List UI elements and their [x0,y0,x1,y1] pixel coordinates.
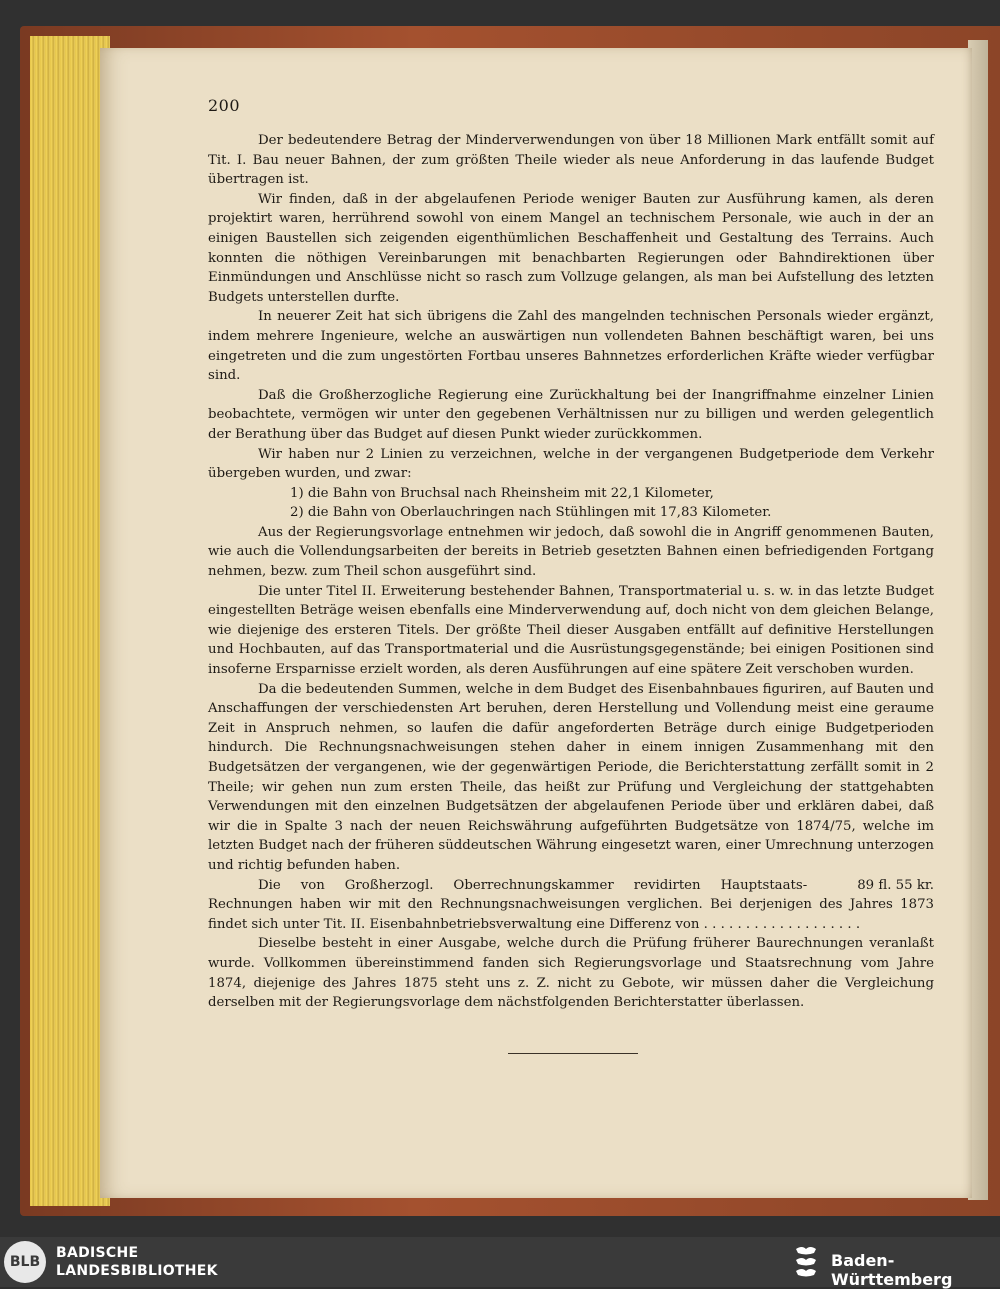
paragraph: Der bedeutendere Betrag der Minderverwendungen von über 18 Millionen Mark entfällt somit auf Tit. I. Bau neuer Bahnen, der zum größten Theile wieder als neue Anforderung in das laufende Budget übertragen ist. [208,133,934,188]
paragraph: Da die bedeutenden Summen, welche in dem Budget des Eisenbahnbaues figuriren, auf Bauten und Anschaffungen der verschiedensten Art beruhen, deren Herstellung und Vollendung meist eine geraume Zeit in Anspruch nehmen, so laufen die dafür angeforderten Beträge durch einige Budgetperioden hindurch. Die Rechnungsnachweisungen stehen daher in einem innigen Zusammenhang mit den Budgetsätzen der vergangenen, wie der gegenwärtigen Periode, die Berichterstattung zerfällt somit in 2 Theile; wir gehen nun zum ersten Theile, das heißt zur Prüfung und Vergleichung der stattgehabten Verwendungen mit den einzelnen Budgetsätzen der abgelaufenen Periode über und erklären dabei, daß wir die in Spalte 3 nach der neuen Reichswährung aufgeführten Budgetsätze von 1874/75, welche im letzten Budget nach der früheren süddeutschen Währung eingesetzt waren, einer Umrechnung unterzogen und richtig befunden haben. [208,681,934,873]
gilded-page-edges [30,36,110,1206]
page-text [208,131,934,1013]
paragraph: Die unter Titel II. Erweiterung bestehender Bahnen, Transportmaterial u. s. w. in das letzte Budget eingestellten Beträge weisen ebenfalls eine Minderverwendung auf, doch nicht von dem gleichen Belange, wie diejenige des ersteren Titels. Der größte Theil dieser Ausgaben entfällt auf definitive Herstellungen und Hochbauten, auf das Transportmaterial und die Ausrüstungsgegenstände; bei einigen Positionen sind insoferne Ersparnisse erzielt worden, als deren Ausführungen auf eine spätere Zeit verschoben wurden. [208,583,934,678]
difference-amount: 89 fl. 55 kr. [857,877,934,893]
closing-rule [508,1053,638,1054]
paragraph-text: Die von Großherzogl. Oberrechnungskammer revidirten Hauptstaats-Rechnungen haben wir mit den Rechnungsnachweisungen verglichen. Bei derjenigen des Jahres 1873 findet sich unter Tit. II. Eisenbahnbetriebsverwaltung eine Differenz von . . . . . . . . . . . . . . . . . . . [208,877,934,932]
state-name[interactable]: Baden-Württemberg [831,1251,953,1289]
library-name-line1: BADISCHE [56,1245,139,1261]
paragraph: In neuerer Zeit hat sich übrigens die Zahl des mangelnden technischen Personals wieder ergänzt, indem mehrere Ingenieure, welche an auswärtigen nun vollendeten Bahnen beschäftigt waren, bei uns eingetreten und die zum ungestörten Fortbau unseres Bahnnetzes erforderlichen Kräfte wieder verfügbar sind. [208,309,934,384]
footer-bar [0,1237,1000,1287]
paragraph: Dieselbe besteht in einer Ausgabe, welche durch die Prüfung früherer Baurechnungen veranlaßt wurde. Vollkommen übereinstimmend fanden sich Regierungsvorlage und Staatsrechnung vom Jahre 1874, diejenige des Jahres 1875 steht uns z. Z. nicht zu Gebote, wir müssen daher die Vergleichung derselben mit der Regierungsvorlage dem nächstfolgenden Berichterstatter überlassen. [208,936,934,1011]
blb-logo-icon[interactable]: BLB [4,1241,46,1283]
paragraph: Daß die Großherzogliche Regierung eine Zurückhaltung bei der Inangriffnahme einzelner Linien beobachtete, vermögen wir unter den gegebenen Verhältnissen nur zu billigen und werden gelegentlich der Berathung über das Budget auf diesen Punkt wieder zurückkommen. [208,387,934,442]
page-number: 200 [208,96,241,115]
list-item: 1) die Bahn von Bruchsal nach Rheinsheim mit 22,1 Kilometer, [290,485,714,501]
paragraph-with-amount [208,876,934,935]
paragraph: Wir haben nur 2 Linien zu verzeichnen, welche in der vergangenen Budgetperiode dem Verkehr übergeben wurden, und zwar: [208,446,934,482]
library-name-line2: LANDESBIBLIOTHEK [56,1263,218,1279]
baden-wuerttemberg-lions-icon [790,1243,822,1281]
list-item: 2) die Bahn von Oberlauchringen nach Stühlingen mit 17,83 Kilometer. [290,505,772,521]
library-name[interactable] [56,1244,218,1280]
paragraph: Aus der Regierungsvorlage entnehmen wir jedoch, daß sowohl die in Angriff genommenen Bauten, wie auch die Vollendungsarbeiten der bereits in Betrieb gesetzten Bahnen einen befriedigenden Fortgang nehmen, bezw. zum Theil schon ausgeführt sind. [208,524,934,580]
paragraph: Wir finden, daß in der abgelaufenen Periode weniger Bauten zur Ausführung kamen, als deren projektirt waren, herrührend sowohl von einem Mangel an technischem Personale, wie auch in der an einigen Baustellen sich zeigenden eigenthümlichen Beschaffenheit und Gestaltung des Terrains. Auch konnten die nöthigen Vereinbarungen mit benachbarten Regierungen oder Bahndirektionen über Einmündungen und Anschlüsse nicht so rasch zum Vollzuge gelangen, als man bei Aufstellung des letzten Budgets unterstellen durfte. [208,191,934,305]
